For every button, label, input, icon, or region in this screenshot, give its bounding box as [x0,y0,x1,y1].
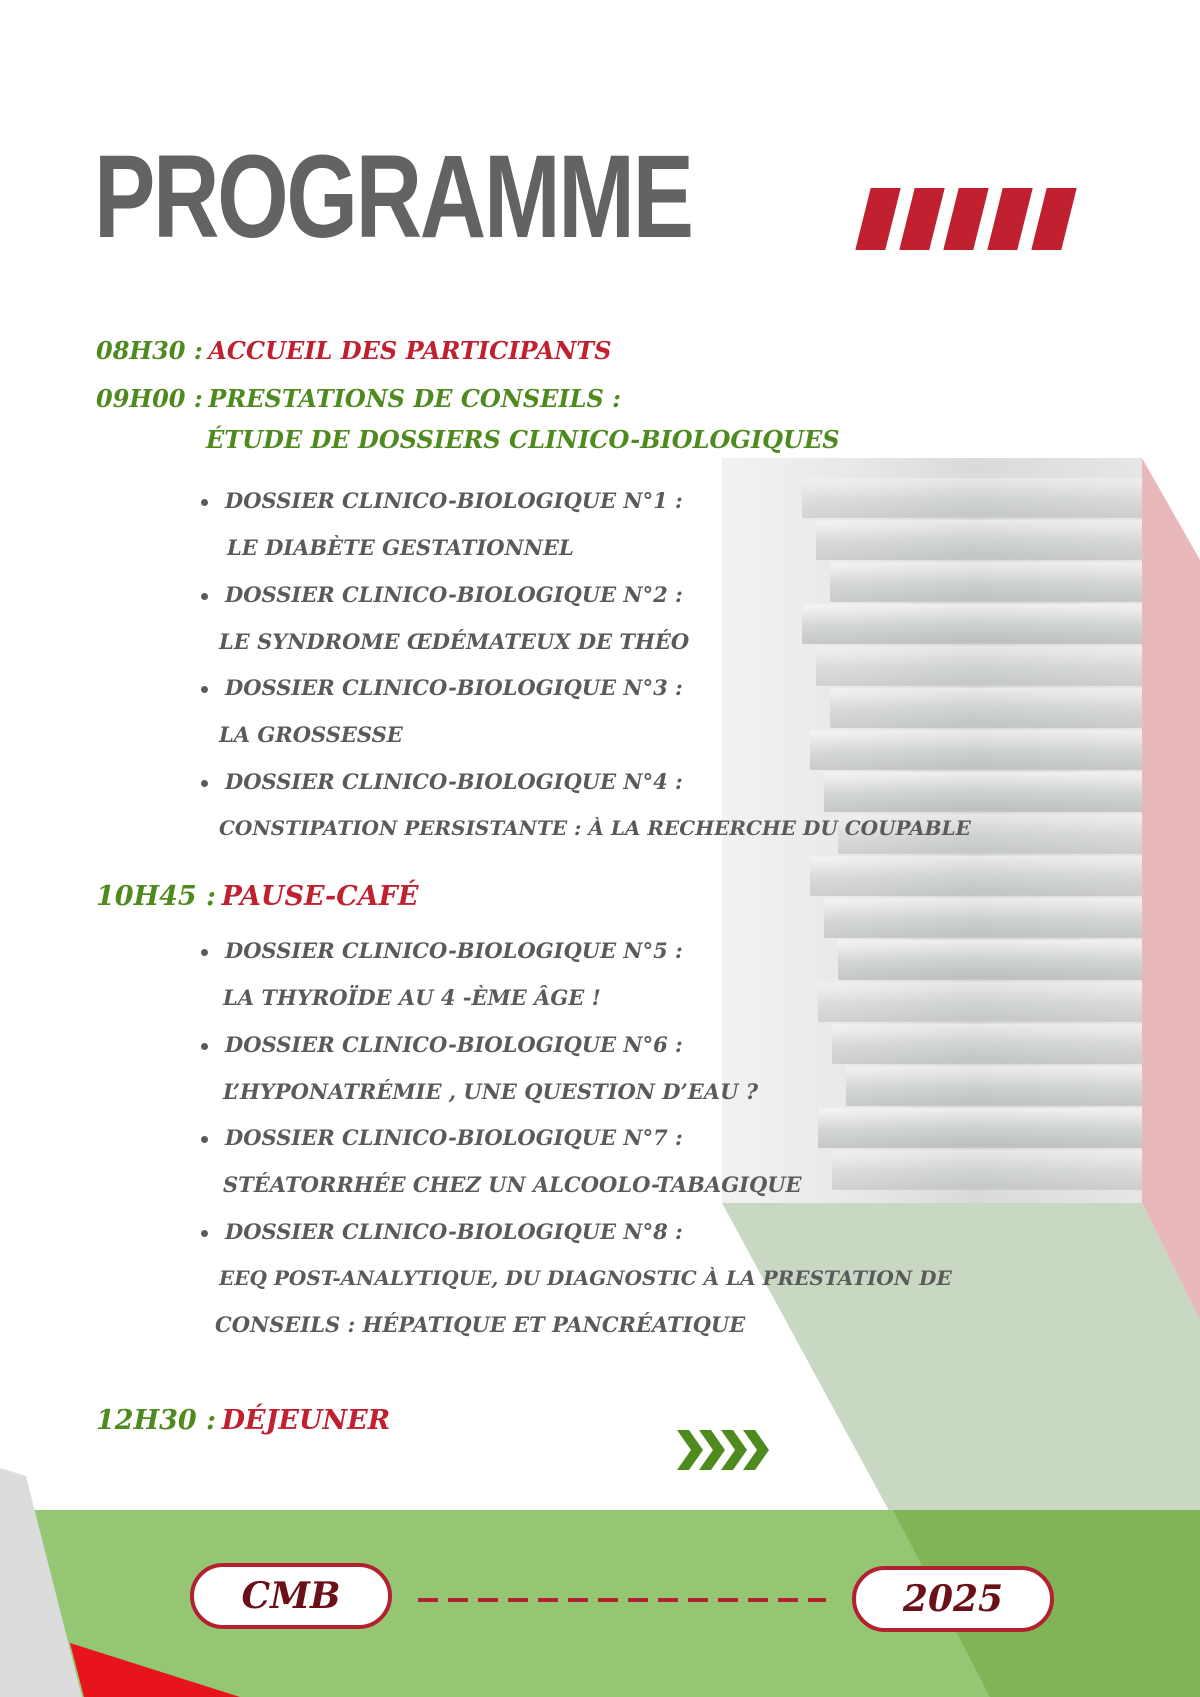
bullet-icon [201,499,208,506]
dossier-subject: LE DIABÈTE GESTATIONNEL [227,535,574,560]
dossier-title: DOSSIER CLINICO-BIOLOGIQUE N°4 : [225,769,683,794]
photo-case-shape [802,478,1142,518]
bullet-icon [201,780,208,787]
schedule-label: PRESTATIONS DE CONSEILS : [208,384,622,413]
photo-case-shape [832,1150,1142,1190]
chevrons-right-icon [672,1428,772,1472]
dossier-subject: STÉATORRHÉE CHEZ UN ALCOOLO-TABAGIQUE [223,1172,802,1197]
photo-case-shape [810,730,1142,770]
bullet-icon [201,686,208,693]
schedule-time: 10H45 : [96,881,217,912]
schedule-sublabel: ÉTUDE DE DOSSIERS CLINICO-BIOLOGIQUES [206,425,840,454]
photo-case-shape [830,562,1142,602]
dossier-subject: L’HYPONATRÉMIE , UNE QUESTION D’EAU ? [223,1079,758,1104]
dashed-divider [418,1598,826,1602]
photo-case-shape [846,1066,1142,1106]
photo-case-shape [810,856,1142,896]
page-title: PROGRAMME [94,131,692,263]
cmb-badge: CMB [190,1563,392,1629]
photo-case-shape [816,520,1142,560]
dossier-subject: LA GROSSESSE [219,722,403,747]
schedule-label: ACCUEIL DES PARTICIPANTS [208,336,612,365]
photo-case-shape [824,772,1142,812]
diagonal-stripes-icon [855,188,1105,250]
schedule-label: PAUSE-CAFÉ [221,881,419,912]
bullet-icon [201,593,208,600]
schedule-label: DÉJEUNER [221,1405,391,1436]
schedule-time: 12H30 : [96,1405,217,1436]
dossier-title: DOSSIER CLINICO-BIOLOGIQUE N°8 : [225,1219,683,1244]
dossier-title: DOSSIER CLINICO-BIOLOGIQUE N°5 : [225,938,683,963]
schedule-pause [96,881,418,912]
bullet-icon [201,1043,208,1050]
schedule-accueil [96,336,611,365]
dossier-subject: LE SYNDROME ŒDÉMATEUX DE THÉO [219,629,690,654]
photo-case-shape [802,604,1142,644]
dossier-subject: CONSTIPATION PERSISTANTE : À LA RECHERCHE DU COUPABLE [219,816,971,840]
photo-case-shape [818,1108,1142,1148]
photo-case-shape [816,646,1142,686]
bullet-icon [201,1136,208,1143]
dossier-title: DOSSIER CLINICO-BIOLOGIQUE N°3 : [225,675,683,700]
dossier-subject: LA THYROÏDE AU 4 -ÈME ÂGE ! [223,985,601,1010]
schedule-dejeuner [96,1405,390,1436]
schedule-prestations [96,384,621,413]
photo-case-shape [838,940,1142,980]
dossier-title: DOSSIER CLINICO-BIOLOGIQUE N°1 : [225,488,683,513]
bullet-icon [201,949,208,956]
photo-case-shape [824,898,1142,938]
schedule-time: 09H00 : [96,384,203,413]
photo-case-shape [818,982,1142,1022]
photo-case-shape [832,1024,1142,1064]
year-badge: 2025 [852,1566,1054,1632]
dossier-title: DOSSIER CLINICO-BIOLOGIQUE N°2 : [225,582,683,607]
dossier-subject: EEQ POST-ANALYTIQUE, DU DIAGNOSTIC À LA PRESTATION DE [219,1266,952,1290]
dossier-title: DOSSIER CLINICO-BIOLOGIQUE N°7 : [225,1125,683,1150]
pink-band [1142,458,1200,1320]
dossier-subject: CONSEILS : HÉPATIQUE ET PANCRÉATIQUE [215,1312,746,1337]
dossier-title: DOSSIER CLINICO-BIOLOGIQUE N°6 : [225,1032,683,1057]
bullet-icon [201,1230,208,1237]
photo-case-shape [830,688,1142,728]
schedule-time: 08H30 : [96,336,203,365]
